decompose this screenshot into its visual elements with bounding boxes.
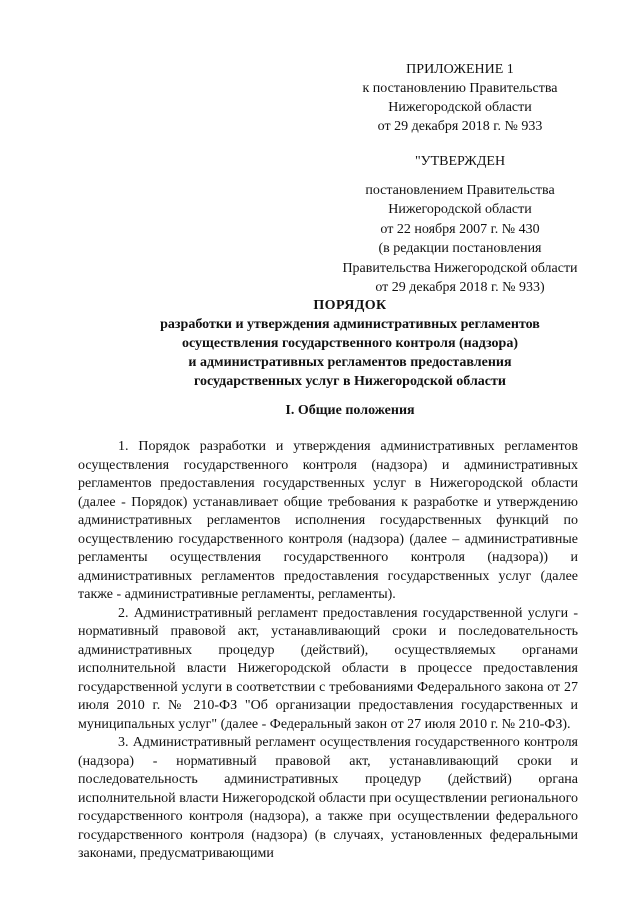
- document-body: [78, 438, 578, 864]
- approval-line: Нижегородской области: [388, 202, 532, 217]
- paragraph: 2. Административный регламент предоставления государственной услуги - нормативный правовой акт, устанавливающий сроки и последовательность административных процедур (действий), осуществляемых органами исполнительной власти Нижегородской области в процессе предоставления государственной услуги в соответствии с требованиями Федерального закона от 27 июля 2010 г. № 210-ФЗ "Об организации предоставления государственных и муниципальных услуг" (далее - Федеральный закон от 27 июля 2010 г. № 210-ФЗ).: [78, 605, 578, 732]
- document-title: [60, 296, 640, 391]
- appendix-line: от 29 декабря 2018 г. № 933: [377, 119, 543, 134]
- appendix-line: Нижегородской области: [388, 100, 532, 115]
- appendix-label: ПРИЛОЖЕНИЕ 1: [406, 62, 514, 77]
- appendix-block: [320, 60, 600, 136]
- title-line: осуществления государственного контроля (надзора): [181, 336, 518, 351]
- approval-line: (в редакции постановления: [378, 241, 542, 256]
- title-line: разработки и утверждения административных регламентов: [160, 317, 540, 332]
- paragraph: 1. Порядок разработки и утверждения административных регламентов осуществления государственного контроля (надзора) и административных регламентов предоставления государственных услуг в Нижегородской области (далее - Порядок) устанавливает общие требования к разработке и утверждению административных регламентов исполнения государственных функций по осуществлению государственного контроля (надзора) (далее – административные регламенты осуществления государственного контроля (надзора)) и административных регламентов предоставления государственных услуг (далее также - административные регламенты, регламенты).: [78, 439, 578, 602]
- approval-line: от 29 декабря 2018 г. № 933): [375, 280, 545, 295]
- title-line: государственных услуг в Нижегородской области: [194, 374, 506, 389]
- approval-heading: "УТВЕРЖДЕН: [414, 154, 506, 169]
- approval-line: от 22 ноября 2007 г. № 430: [380, 221, 540, 237]
- appendix-line: к постановлению Правительства: [362, 81, 558, 96]
- approval-line: Правительства Нижегородской области: [342, 260, 578, 276]
- paragraph: 3. Административный регламент осуществления государственного контроля (надзора) - нормативный правовой акт, устанавливающий сроки и последовательность административных процедур (действий) органа исполнительной власти Нижегородской области при осуществлении регионального государственного контроля (надзора), а также при осуществлении федерального государственного контроля (надзора) (в случаях, установленных федеральными законами, предусматривающими: [78, 735, 578, 861]
- approval-block: [320, 152, 600, 298]
- approval-line: постановлением Правительства: [365, 182, 555, 198]
- section-heading: I. Общие положения: [285, 403, 415, 418]
- title-line: и административных регламентов предоставления: [188, 355, 512, 370]
- title-heading: ПОРЯДОК: [313, 298, 387, 313]
